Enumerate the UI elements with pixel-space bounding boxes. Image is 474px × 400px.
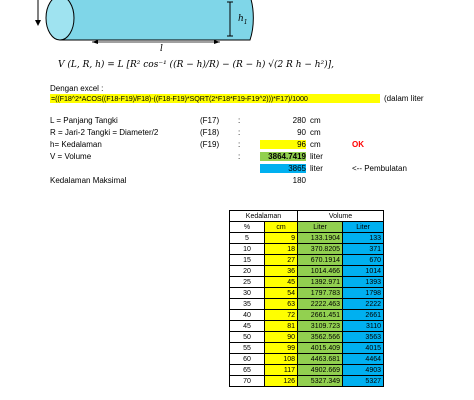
volume-liter-cell[interactable]: 4463.681	[298, 354, 343, 365]
volume-rounded-liter-cell[interactable]: 1393	[343, 277, 384, 288]
volume-table	[229, 210, 384, 387]
depth-cm-cell[interactable]: 117	[265, 365, 298, 376]
table-row	[230, 299, 384, 310]
volume-liter-cell[interactable]: 1392.971	[298, 277, 343, 288]
depth-percent-cell[interactable]: 20	[230, 266, 265, 277]
volume-rounded-liter-cell[interactable]: 4015	[343, 343, 384, 354]
volume-liter-cell[interactable]: 133.1904	[298, 233, 343, 244]
table-row	[230, 244, 384, 255]
volume-rounded-liter-cell[interactable]: 133	[343, 233, 384, 244]
table-row	[230, 288, 384, 299]
depth-ok-flag: OK	[352, 140, 364, 149]
param-row-volume: V = Volume : 3864.7419 liter	[50, 152, 323, 161]
volume-rounded-liter-cell[interactable]: 3110	[343, 321, 384, 332]
depth-cm-cell[interactable]: 90	[265, 332, 298, 343]
volume-formula	[58, 60, 334, 70]
depth-cm-cell[interactable]: 9	[265, 233, 298, 244]
excel-formula: =((F18^2*ACOS((F18-F19)/F18)-((F18-F19)*SQRT(2*F18*F19-F19^2)))*F17)/1000	[51, 94, 308, 103]
param-row-radius: R = Jari-2 Tangki = Diameter/2 (F18) : 90 cm	[50, 128, 321, 137]
volume-liter-cell[interactable]: 5327.349	[298, 376, 343, 387]
depth-percent-cell[interactable]: 65	[230, 365, 265, 376]
param-row-length: L = Panjang Tangki (F17) : 280 cm	[50, 116, 321, 125]
table-header-row-1: Kedalaman Volume	[230, 211, 384, 222]
depth-percent-cell[interactable]: 10	[230, 244, 265, 255]
depth-percent-cell[interactable]: 15	[230, 255, 265, 266]
volume-liter-cell[interactable]: 4015.409	[298, 343, 343, 354]
depth-cm-cell[interactable]: 45	[265, 277, 298, 288]
volume-rounded-liter-cell[interactable]: 371	[343, 244, 384, 255]
volume-rounded-liter-cell[interactable]: 2222	[343, 299, 384, 310]
table-row	[230, 233, 384, 244]
volume-rounded-liter-cell[interactable]: 4464	[343, 354, 384, 365]
table-row	[230, 376, 384, 387]
table-row	[230, 266, 384, 277]
tank-diagram	[0, 0, 474, 50]
depth-percent-cell[interactable]: 25	[230, 277, 265, 288]
formula-body: [R² cos⁻¹ ((R − h)/R) − (R − h) √(2 R h − h²)],	[126, 60, 335, 70]
depth-cm-cell[interactable]: 63	[265, 299, 298, 310]
depth-cm-cell[interactable]: 99	[265, 343, 298, 354]
table-header-row-2: % cm Liter Liter	[230, 222, 384, 233]
volume-rounded-liter-cell[interactable]: 2661	[343, 310, 384, 321]
volume-rounded-liter-cell[interactable]: 1014	[343, 266, 384, 277]
volume-liter-cell[interactable]: 1014.466	[298, 266, 343, 277]
height-label: $h_1$	[238, 14, 248, 26]
depth-cm-cell[interactable]: 54	[265, 288, 298, 299]
depth-percent-cell[interactable]: 60	[230, 354, 265, 365]
depth-percent-cell[interactable]: 45	[230, 321, 265, 332]
depth-cm-cell[interactable]: 81	[265, 321, 298, 332]
volume-liter-cell[interactable]: 670.1914	[298, 255, 343, 266]
excel-heading: Dengan excel :	[50, 84, 104, 93]
volume-rounded-liter-cell[interactable]: 5327	[343, 376, 384, 387]
depth-input-cell[interactable]: 96	[260, 140, 306, 149]
volume-rounded-liter-cell[interactable]: 1798	[343, 288, 384, 299]
table-row	[230, 310, 384, 321]
volume-rounded-liter-cell[interactable]: 4903	[343, 365, 384, 376]
param-row-rounded: 3865 liter <-- Pembulatan	[50, 164, 470, 174]
volume-rounded-liter-cell[interactable]: 3563	[343, 332, 384, 343]
volume-liter-cell[interactable]: 4902.669	[298, 365, 343, 376]
depth-percent-cell[interactable]: 55	[230, 343, 265, 354]
table-row	[230, 321, 384, 332]
depth-percent-cell[interactable]: 30	[230, 288, 265, 299]
depth-cm-cell[interactable]: 72	[265, 310, 298, 321]
volume-liter-cell[interactable]: 370.8205	[298, 244, 343, 255]
volume-liter-cell[interactable]: 3109.723	[298, 321, 343, 332]
table-row	[230, 365, 384, 376]
depth-percent-cell[interactable]: 40	[230, 310, 265, 321]
depth-percent-cell[interactable]: 50	[230, 332, 265, 343]
depth-cm-cell[interactable]: 36	[265, 266, 298, 277]
table-row	[230, 255, 384, 266]
depth-percent-cell[interactable]: 35	[230, 299, 265, 310]
table-row	[230, 332, 384, 343]
volume-rounded-liter-cell[interactable]: 670	[343, 255, 384, 266]
param-row-max-depth: Kedalaman Maksimal 180	[50, 176, 306, 185]
param-row-depth: h= Kedalaman (F19) : 96 cm OK	[50, 140, 364, 149]
volume-liter-cell[interactable]: 2661.451	[298, 310, 343, 321]
depth-cm-cell[interactable]: 18	[265, 244, 298, 255]
excel-note: (dalam liter	[384, 94, 424, 103]
depth-percent-cell[interactable]: 5	[230, 233, 265, 244]
volume-result-cell: 3864.7419	[260, 152, 306, 161]
table-row	[230, 343, 384, 354]
depth-percent-cell[interactable]: 70	[230, 376, 265, 387]
depth-cm-cell[interactable]: 108	[265, 354, 298, 365]
depth-cm-cell[interactable]: 126	[265, 376, 298, 387]
depth-cm-cell[interactable]: 27	[265, 255, 298, 266]
volume-liter-cell[interactable]: 2222.463	[298, 299, 343, 310]
table-row	[230, 277, 384, 288]
length-label: l	[160, 44, 163, 54]
formula-lhs: V (L, R, h) = L	[58, 60, 124, 70]
tank-left-end	[46, 0, 74, 40]
volume-liter-cell[interactable]: 3562.566	[298, 332, 343, 343]
volume-liter-cell[interactable]: 1797.783	[298, 288, 343, 299]
volume-rounded-cell: 3865	[260, 164, 306, 173]
tank-body	[60, 0, 253, 40]
table-row	[230, 354, 384, 365]
